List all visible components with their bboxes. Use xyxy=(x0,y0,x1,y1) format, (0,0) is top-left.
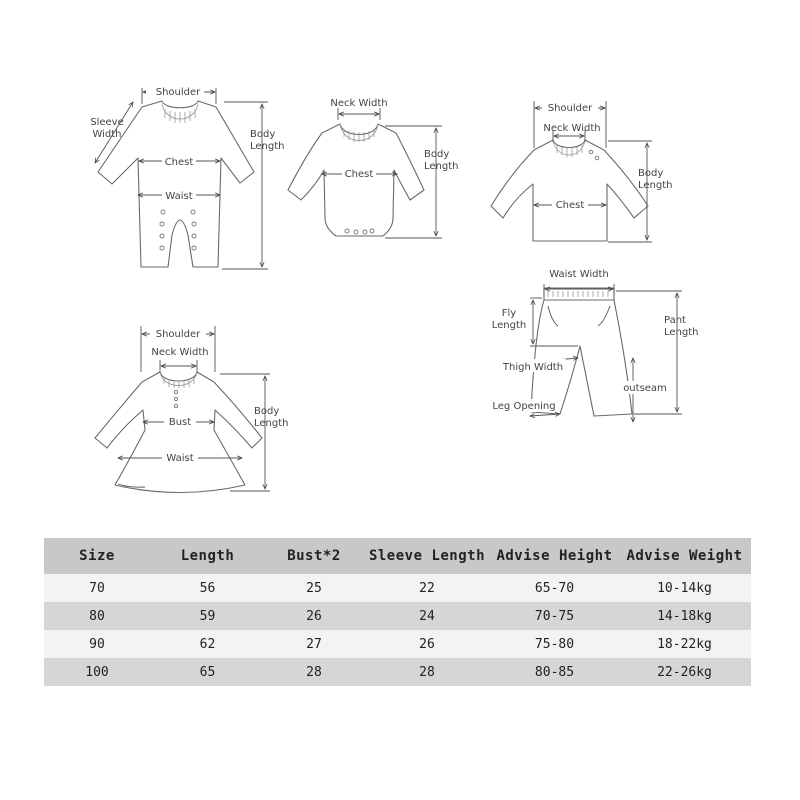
pants-fly-length-label: Fly xyxy=(501,308,517,319)
header-sleeve-length: Sleeve Length xyxy=(363,538,491,574)
cell-size: 80 xyxy=(44,602,150,630)
cell-advise-height: 75-80 xyxy=(491,630,618,658)
pants-pant-length-label: Pant xyxy=(664,315,686,326)
pants-drawing xyxy=(490,269,699,422)
pants-fly-length-label-line2: Length xyxy=(491,320,527,331)
cell-length: 65 xyxy=(150,658,265,686)
bodysuit-body-length-label-line2: Length xyxy=(424,161,459,172)
header-advise-height: Advise Height xyxy=(491,538,618,574)
bodysuit-chest-label: Chest xyxy=(344,169,374,180)
cell-advise-weight: 14-18kg xyxy=(618,602,751,630)
header-size: Size xyxy=(44,538,150,574)
cell-length: 62 xyxy=(150,630,265,658)
top-chest-label: Chest xyxy=(555,200,585,211)
pants-thigh-width-label: Thigh Width xyxy=(502,362,564,373)
top-neck-width-label: Neck Width xyxy=(543,123,601,134)
pants-waist-width-label: Waist Width xyxy=(549,269,609,280)
dress-body-length-label: Body xyxy=(254,406,280,417)
romper-sleeve-width-label-line2: Width xyxy=(92,129,122,140)
cell-length: 59 xyxy=(150,602,265,630)
table-row xyxy=(44,574,751,602)
pants-leg-opening-label: Leg Opening xyxy=(492,401,556,412)
bodysuit-neck-width-label: Neck Width xyxy=(330,98,388,109)
table-header-row xyxy=(44,538,751,574)
cell-advise-weight: 10-14kg xyxy=(618,574,751,602)
pants-outseam-label: outseam xyxy=(623,383,667,394)
header-length: Length xyxy=(150,538,265,574)
cell-sleeve-length: 24 xyxy=(363,602,491,630)
cell-sleeve-length: 28 xyxy=(363,658,491,686)
cell-size: 100 xyxy=(44,658,150,686)
romper-body-length-label-line2: Length xyxy=(250,141,285,152)
romper-shoulder-label: Shoulder xyxy=(155,87,201,98)
top-body-length-label-line2: Length xyxy=(638,180,673,191)
cell-bust: 27 xyxy=(265,630,363,658)
cell-size: 90 xyxy=(44,630,150,658)
pants-pant-length-label-line2: Length xyxy=(664,327,699,338)
dress-drawing xyxy=(95,326,289,493)
cell-advise-weight: 18-22kg xyxy=(618,630,751,658)
size-chart-table xyxy=(44,538,751,686)
romper-body-length-label: Body xyxy=(250,129,276,140)
cell-sleeve-length: 22 xyxy=(363,574,491,602)
table-row xyxy=(44,658,751,686)
header-bust: Bust*2 xyxy=(265,538,363,574)
table-row xyxy=(44,602,751,630)
cell-advise-height: 80-85 xyxy=(491,658,618,686)
cell-size: 70 xyxy=(44,574,150,602)
romper-drawing xyxy=(90,84,284,269)
cell-bust: 25 xyxy=(265,574,363,602)
cell-sleeve-length: 26 xyxy=(363,630,491,658)
cell-length: 56 xyxy=(150,574,265,602)
top-drawing xyxy=(491,101,673,242)
pants-waistband xyxy=(544,288,614,300)
bodysuit-drawing xyxy=(288,98,459,238)
romper-waist-label: Waist xyxy=(165,191,193,202)
header-advise-weight: Advise Weight xyxy=(618,538,751,574)
cell-bust: 28 xyxy=(265,658,363,686)
top-body-length-label: Body xyxy=(638,168,664,179)
table-row xyxy=(44,630,751,658)
bodysuit-body-length-label: Body xyxy=(424,149,450,160)
dress-neck-width-label: Neck Width xyxy=(151,347,209,358)
pants-outline xyxy=(531,300,632,416)
cell-advise-height: 70-75 xyxy=(491,602,618,630)
romper-sleeve-width-label: Sleeve xyxy=(90,117,124,128)
top-shoulder-label: Shoulder xyxy=(547,103,593,114)
dress-waist-label: Waist xyxy=(166,453,194,464)
dress-outline xyxy=(95,372,262,493)
cell-advise-weight: 22-26kg xyxy=(618,658,751,686)
cell-bust: 26 xyxy=(265,602,363,630)
dress-body-length-label-line2: Length xyxy=(254,418,289,429)
romper-chest-label: Chest xyxy=(164,157,194,168)
dress-shoulder-label: Shoulder xyxy=(155,329,201,340)
cell-advise-height: 65-70 xyxy=(491,574,618,602)
dress-bust-label: Bust xyxy=(168,417,192,428)
